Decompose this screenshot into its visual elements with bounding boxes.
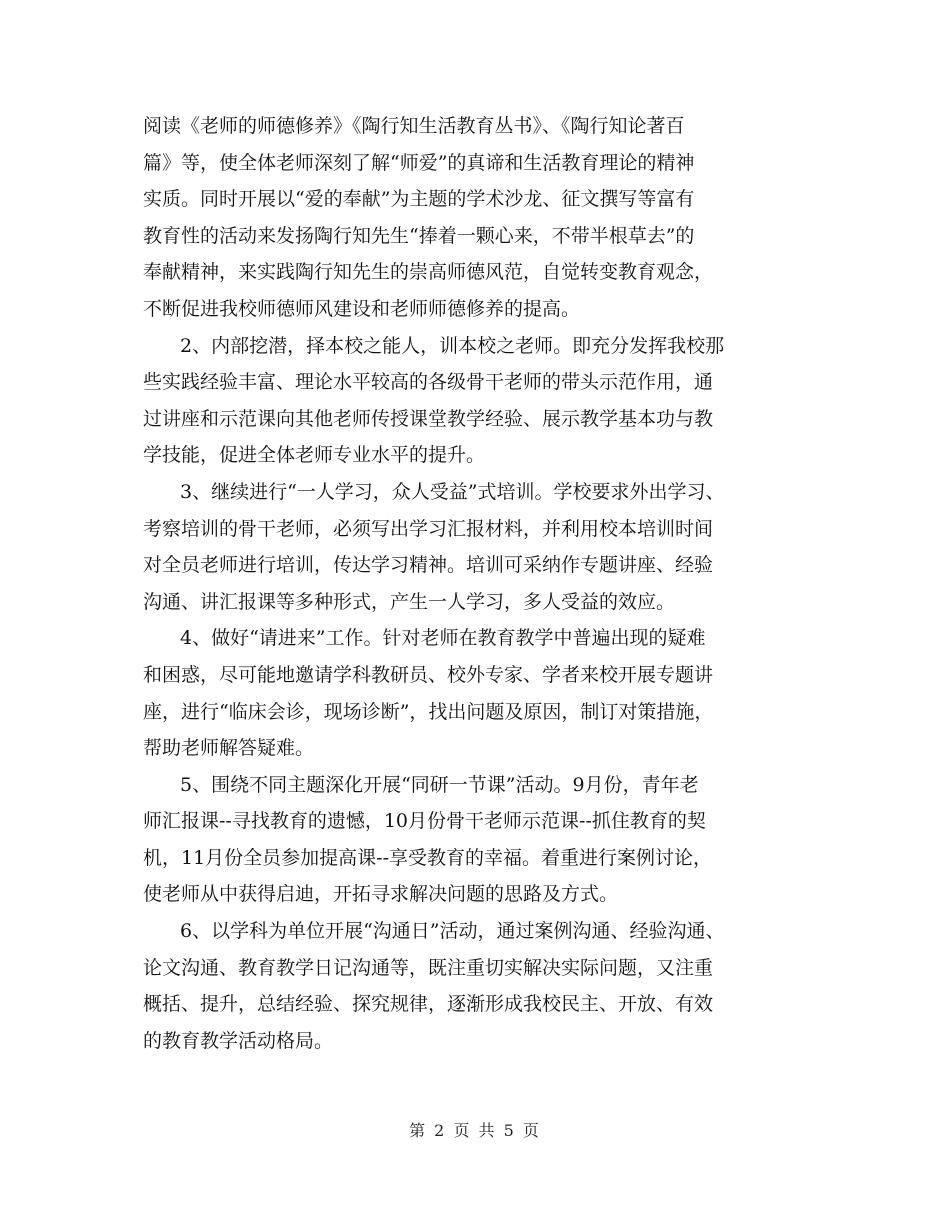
paragraph-start-line: 4、做好“请进来”工作。针对老师在教育教学中普遍出现的疑难 [180,627,706,650]
paragraph-start-line: 2、内部挖潜，择本校之能人，训本校之老师。即充分发挥我校那 [180,334,725,357]
text-line: 沟通、讲汇报课等多种形式，产生一人学习，多人受益的效应。 [143,590,676,613]
paragraph-start-line: 6、以学科为单位开展“沟通日”活动，通过案例沟通、经验沟通、 [180,920,725,943]
text-line: 奉献精神，来实践陶行知先生的崇高师德风范，自觉转变教育观念， [143,261,714,284]
text-line: 阅读《老师的师德修养》《陶行知生活教育丛书》、《陶行知论著百 [143,115,685,137]
text-line: 些实践经验丰富、理论水平较高的各级骨干老师的带头示范作用，通 [143,371,714,394]
text-line: 考察培训的骨干老师，必须写出学习汇报材料，并利用校本培训时间 [143,517,714,540]
text-line: 实质。同时开展以“爱的奉献”为主题的学术沙龙、征文撰写等富有 [143,188,695,211]
text-line: 使老师从中获得启迪，开拓寻求解决问题的思路及方式。 [143,883,619,906]
text-line: 座，进行“临床会诊，现场诊断”，找出问题及原因，制订对策措施， [143,700,714,723]
paragraph-start-line: 3、继续进行“一人学习，众人受益”式培训。学校要求外出学习、 [180,480,725,503]
page-number-footer: 第 2 页 共 5 页 [409,1121,541,1140]
text-line: 帮助老师解答疑难。 [143,737,315,760]
text-line: 的教育教学活动格局。 [143,1029,334,1052]
text-line: 对全员老师进行培训，传达学习精神。培训可采纳作专题讲座、经验 [143,554,714,577]
paragraph-start-line: 5、围绕不同主题深化开展“同研一节课”活动。9月份，青年老 [180,773,699,796]
text-line: 概括、提升，总结经验、探究规律，逐渐形成我校民主、开放、有效 [143,993,714,1016]
text-line: 过讲座和示范课向其他老师传授课堂教学经验、展示教学基本功与教 [143,407,714,430]
text-line: 论文沟通、教育教学日记沟通等，既注重切实解决实际问题，又注重 [143,956,714,979]
body-text [143,108,833,1059]
text-line: 教育性的活动来发扬陶行知先生“捧着一颗心来，不带半根草去”的 [143,224,695,247]
text-line: 学技能，促进全体老师专业水平的提升。 [143,444,486,467]
text-line: 和困惑，尽可能地邀请学科教研员、校外专家、学者来校开展专题讲 [143,663,714,686]
text-line: 不断促进我校师德师风建设和老师师德修养的提高。 [143,297,581,320]
text-line: 篇》等，使全体老师深刻了解“师爱”的真谛和生活教育理论的精神 [143,151,695,174]
text-line: 师汇报课--寻找教育的遗憾，10月份骨干老师示范课--抓住教育的契 [143,810,706,833]
text-line: 机，11月份全员参加提高课--享受教育的幸福。着重进行案例讨论， [143,846,713,869]
